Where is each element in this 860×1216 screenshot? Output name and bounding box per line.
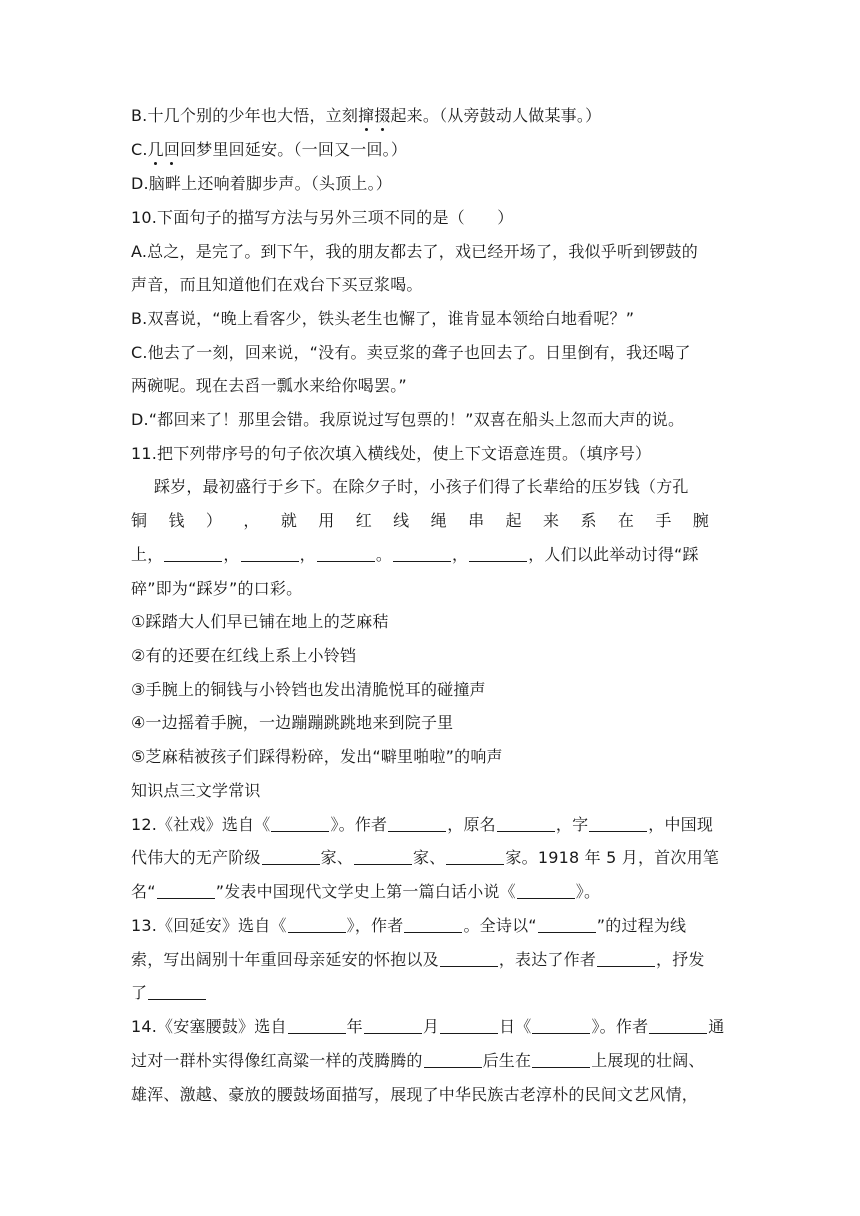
q11-option-1: ①踩踏大人们早已铺在地上的芝麻秸 <box>131 612 389 631</box>
q11-option-5: ⑤芝麻秸被孩子们踩得粉碎，发出“噼里啪啦”的响声 <box>131 747 503 766</box>
answer-blank[interactable] <box>649 1018 707 1034</box>
answer-blank[interactable] <box>404 917 462 933</box>
section-heading: 知识点三文学常识 <box>131 781 261 800</box>
emphasis-char: 回 <box>163 140 181 159</box>
q10-option-c-line1: C.他去了一刻，回来说，“没有。卖豆浆的聋子也回去了。日里倒有，我还喝了 <box>131 343 691 362</box>
q10-option-d: D.“都回来了！那里会错。我原说过写包票的！”双喜在船头上忽而大声的说。 <box>131 410 685 429</box>
q11-passage-line1: 踩岁，最初盛行于乡下。在除夕子时，小孩子们得了长辈给的压岁钱（方孔 <box>154 477 689 496</box>
answer-blank[interactable] <box>317 546 375 562</box>
answer-blank[interactable] <box>241 546 299 562</box>
q13-line1: 13.《回延安》选自《 》，作者 。全诗以“ ”的过程为线 <box>131 916 687 935</box>
q11-option-2: ②有的还要在红线上系上小铃铛 <box>131 646 357 665</box>
emphasis-char: 掇 <box>374 106 391 125</box>
q11-option-4: ④一边摇着手腕，一边蹦蹦跳跳地来到院子里 <box>131 713 454 732</box>
answer-blank[interactable] <box>517 883 575 899</box>
q13-line3: 了 <box>131 983 731 1003</box>
answer-blank[interactable] <box>288 917 346 933</box>
answer-blank[interactable] <box>354 849 412 865</box>
q11-option-3: ③手腕上的铜钱与小铃铛也发出清脆悦耳的碰撞声 <box>131 680 486 699</box>
answer-blank[interactable] <box>271 816 329 832</box>
answer-blank[interactable] <box>532 1052 590 1068</box>
answer-blank[interactable] <box>446 849 504 865</box>
q9-option-b: B.十几个别的少年也大悟，立刻撺掇起来。（从旁鼓动人做某事。） <box>131 106 602 125</box>
q10-stem: 10.下面句子的描写方法与另外三项不同的是（ ） <box>131 208 514 227</box>
q10-option-a-line1: A.总之，是完了。到下午，我的朋友都去了，戏已经开场了，我似乎听到锣鼓的 <box>131 242 698 261</box>
q13-line2: 索，写出阔别十年重回母亲延安的怀抱以及 ，表达了作者 ，抒发 <box>131 950 705 969</box>
answer-blank[interactable] <box>364 1018 422 1034</box>
q11-passage-line4: 碎”即为“踩岁”的口彩。 <box>131 579 303 598</box>
answer-blank[interactable] <box>538 917 596 933</box>
answer-blank[interactable] <box>597 951 655 967</box>
q9-option-c: C.几回回梦里回延安。（一回又一回。） <box>131 140 408 159</box>
answer-blank[interactable] <box>148 984 206 1000</box>
answer-blank[interactable] <box>388 816 446 832</box>
emphasis-char: 几 <box>147 140 164 159</box>
answer-blank[interactable] <box>440 1018 498 1034</box>
q12-line1: 12.《社戏》选自《 》。作者 ，原名 ，字 ，中国现 <box>131 815 714 834</box>
answer-blank[interactable] <box>469 546 527 562</box>
q10-option-a-line2: 声音，而且知道他们在戏台下买豆浆喝。 <box>131 275 423 294</box>
q14-line2: 过对一群朴实得像红高粱一样的茂腾腾的 后生在 上展现的壮阔、 <box>131 1051 705 1070</box>
q11-passage-line2: 铜 钱 ） ， 就 用 红 线 绳 串 起 来 系 在 手 腕 <box>131 511 709 530</box>
answer-blank[interactable] <box>157 883 215 899</box>
answer-blank[interactable] <box>288 1018 346 1034</box>
answer-blank[interactable] <box>440 951 498 967</box>
q10-option-c-line2: 两碗呢。现在去舀一瓢水来给你喝罢。” <box>131 376 407 395</box>
q11-stem: 11.把下列带序号的句子依次填入横线处，使上下文语意连贯。（填序号） <box>131 444 652 463</box>
q14-line1: 14.《安塞腰鼓》选自 年 月 日《 》。作者 通 <box>131 1017 725 1036</box>
q12-line2: 代伟大的无产阶级 家、 家、 家。1918 年 5 月，首次用笔 <box>131 848 719 867</box>
answer-blank[interactable] <box>164 546 222 562</box>
q11-passage-line3: 上， ， ， 。 ， ，人们以此举动讨得“踩 <box>131 545 699 564</box>
q9-option-d: D.脑畔上还响着脚步声。（头顶上。） <box>131 174 393 193</box>
answer-blank[interactable] <box>262 849 320 865</box>
answer-blank[interactable] <box>589 816 647 832</box>
answer-blank[interactable] <box>424 1052 482 1068</box>
answer-blank[interactable] <box>532 1018 590 1034</box>
q10-option-b: B.双喜说，“晚上看客少，铁头老生也懈了，谁肯显本领给白地看呢？” <box>131 309 635 328</box>
answer-blank[interactable] <box>393 546 451 562</box>
emphasis-char: 撺 <box>358 106 375 125</box>
q12-line3: 名“ ”发表中国现代文学史上第一篇白话小说《 》。 <box>131 882 601 901</box>
q14-line3: 雄浑、激越、豪放的腰鼓场面描写，展现了中华民族古老淳朴的民间文艺风情， <box>131 1085 699 1104</box>
answer-blank[interactable] <box>497 816 555 832</box>
